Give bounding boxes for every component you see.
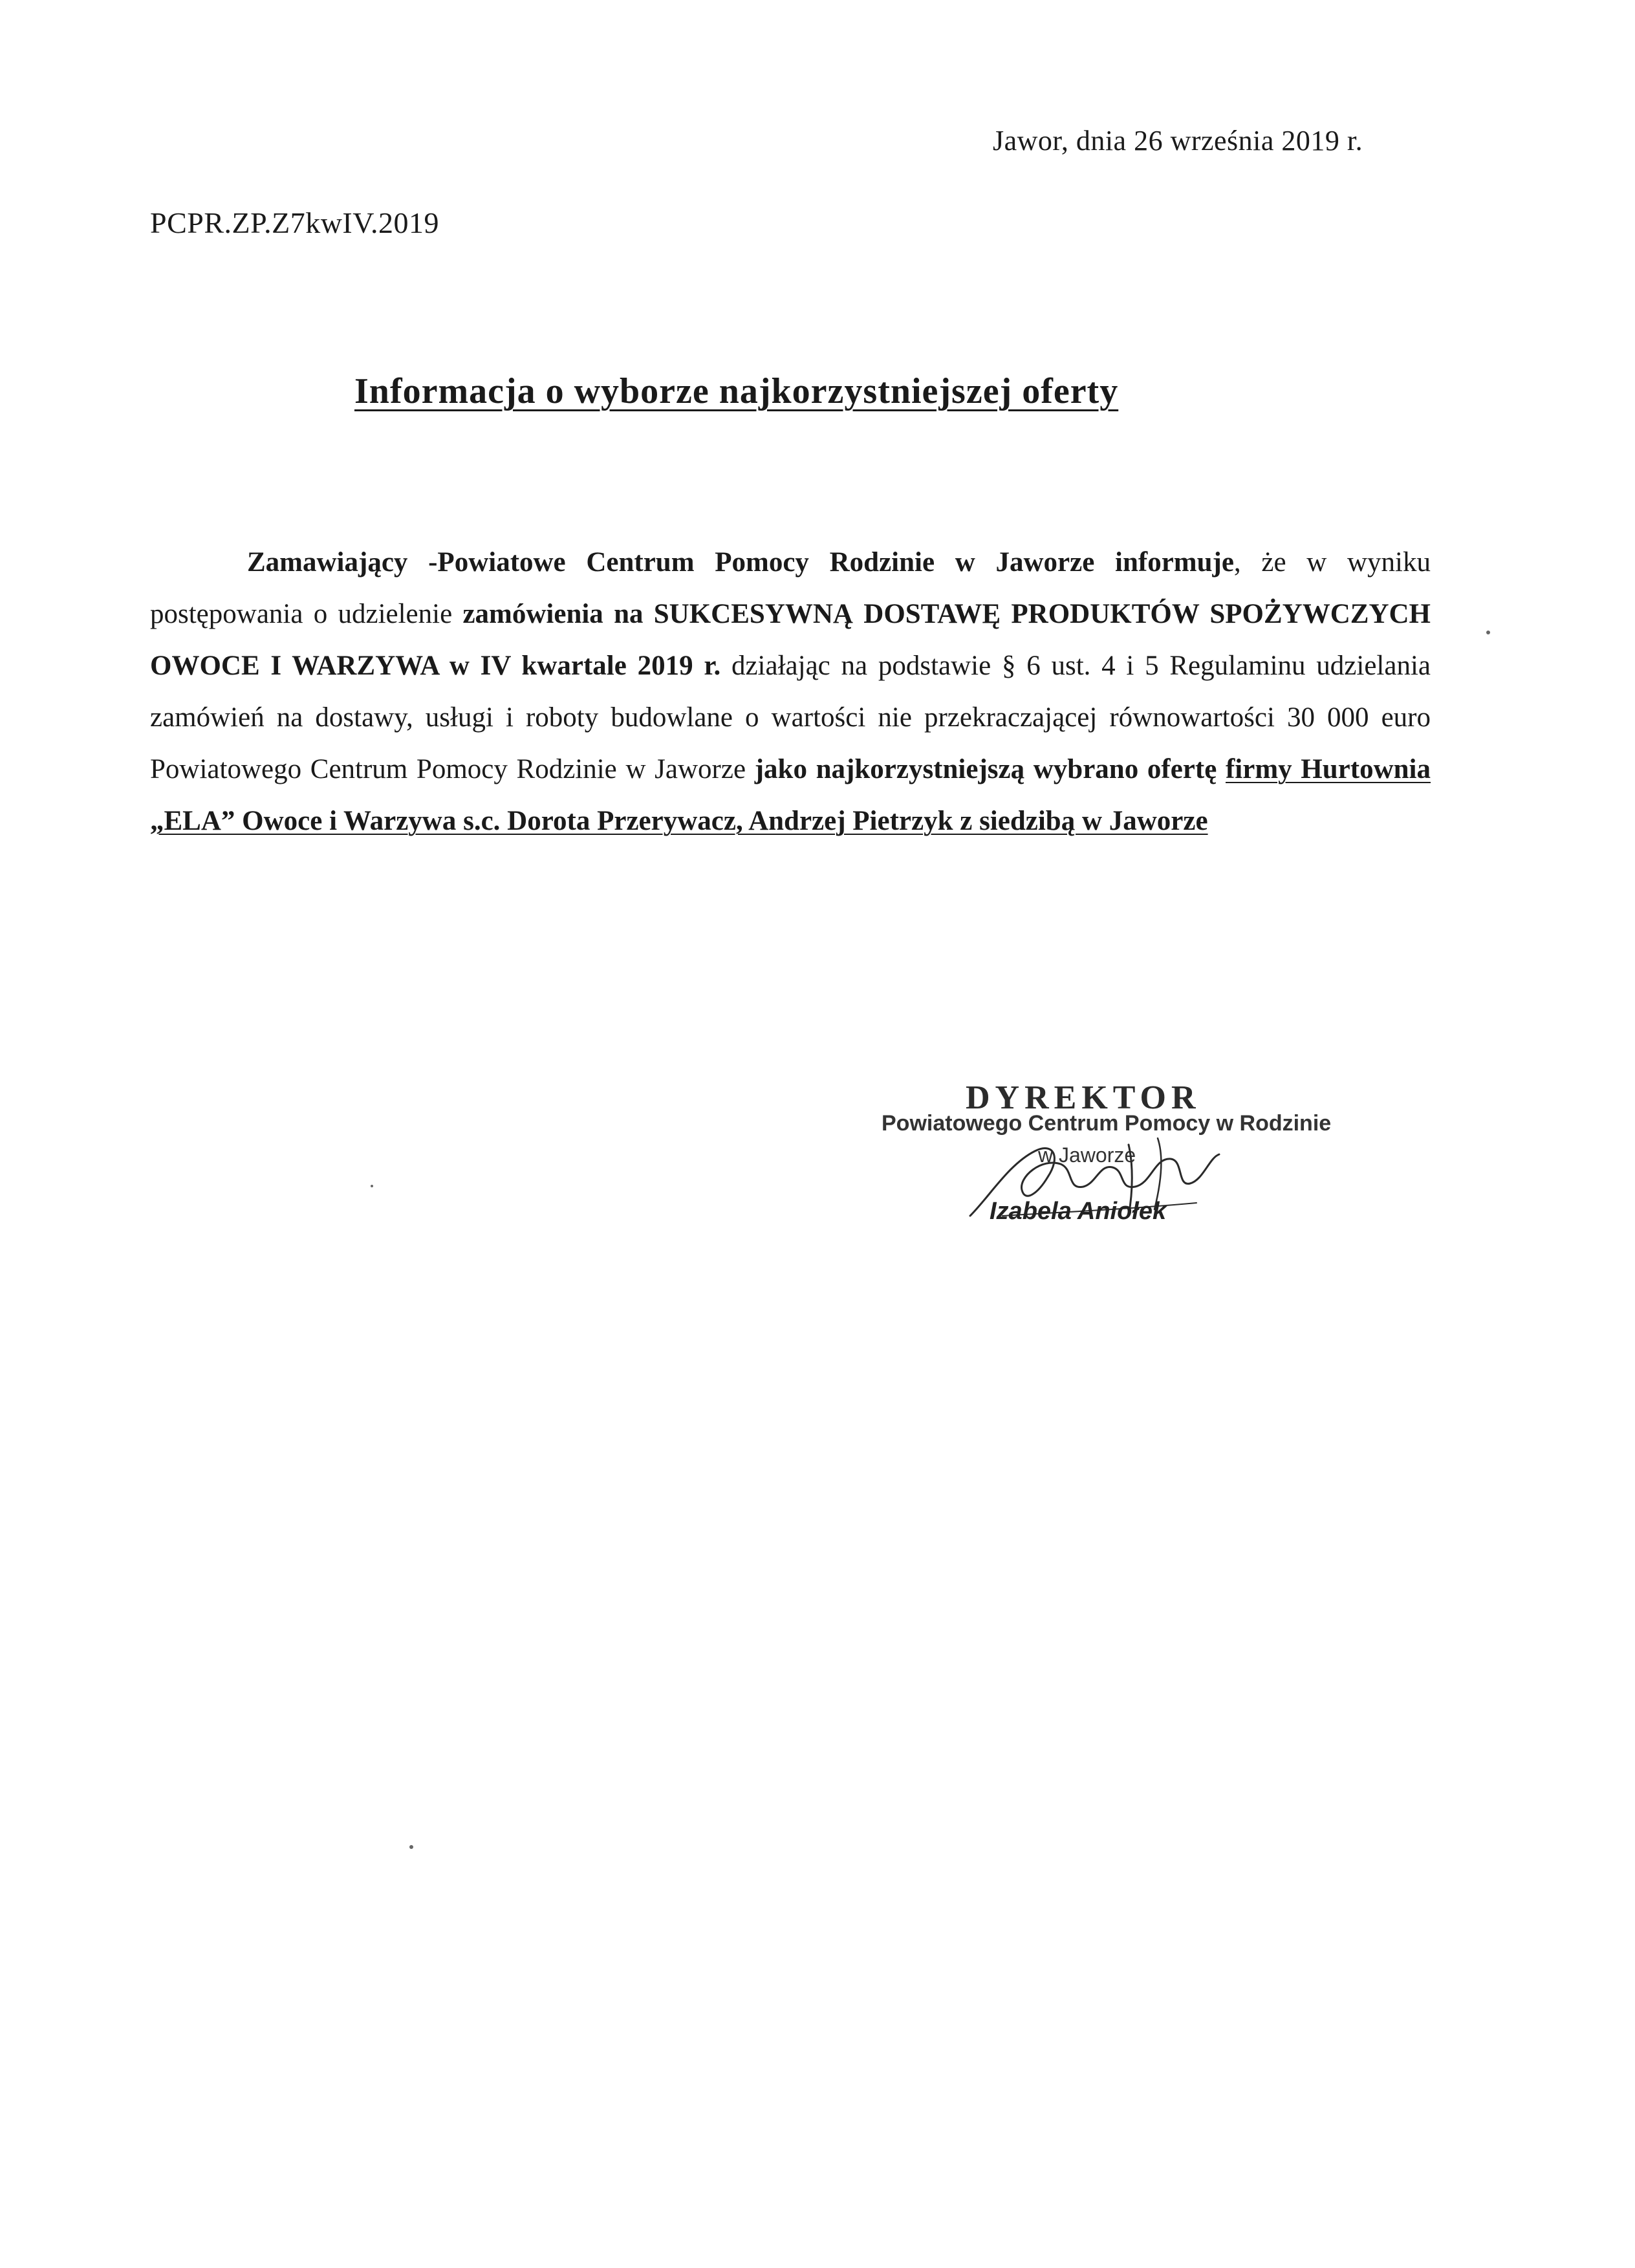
body-bold-3: jako najkorzystniejszą wybrano ofertę — [754, 754, 1226, 784]
body-text-2: działając na podstawie § 6 ust. 4 i 5 Regulaminu udzielania zamówień na dostawy, usługi i roboty budowlane o wartości nie przekraczającej równowartości 30 000 euro Powiatowego Centrum Pomocy Rodzinie w Jaworze — [150, 651, 1431, 784]
scan-speck — [409, 1845, 413, 1849]
selected-contractor: firmy Hurtownia „ELA” Owoce i Warzywa s.c. Dorota Przerywacz, Andrzej Pietrzyk z siedzibą w Jaworze — [150, 754, 1431, 836]
body-bold-1: Zamawiający -Powiatowe Centrum Pomocy Rodzinie w Jaworze informuje — [247, 547, 1234, 578]
body-text-1: , że w wyniku postępowania o udzielenie — [150, 547, 1431, 629]
signature-city: w Jaworze — [1038, 1143, 1136, 1167]
scan-speck — [371, 1185, 373, 1187]
document-title: Informacja o wyborze najkorzystniejszej oferty — [354, 371, 1119, 411]
body-paragraph — [150, 537, 1431, 847]
reference-number: PCPR.ZP.Z7kwIV.2019 — [150, 206, 440, 239]
signature-name: Izabela Aniołek — [990, 1198, 1167, 1225]
signature-organization: Powiatowego Centrum Pomocy w Rodzinie — [882, 1111, 1332, 1136]
place-date: Jawor, dnia 26 września 2019 r. — [993, 125, 1363, 157]
signature-title: DYREKTOR — [966, 1079, 1201, 1116]
body-bold-2: zamówienia na SUKCESYWNĄ DOSTAWĘ PRODUKTÓW SPOŻYWCZYCH OWOCE I WARZYWA w IV kwartale 2019 r. — [150, 599, 1431, 681]
scan-speck — [1486, 631, 1490, 634]
